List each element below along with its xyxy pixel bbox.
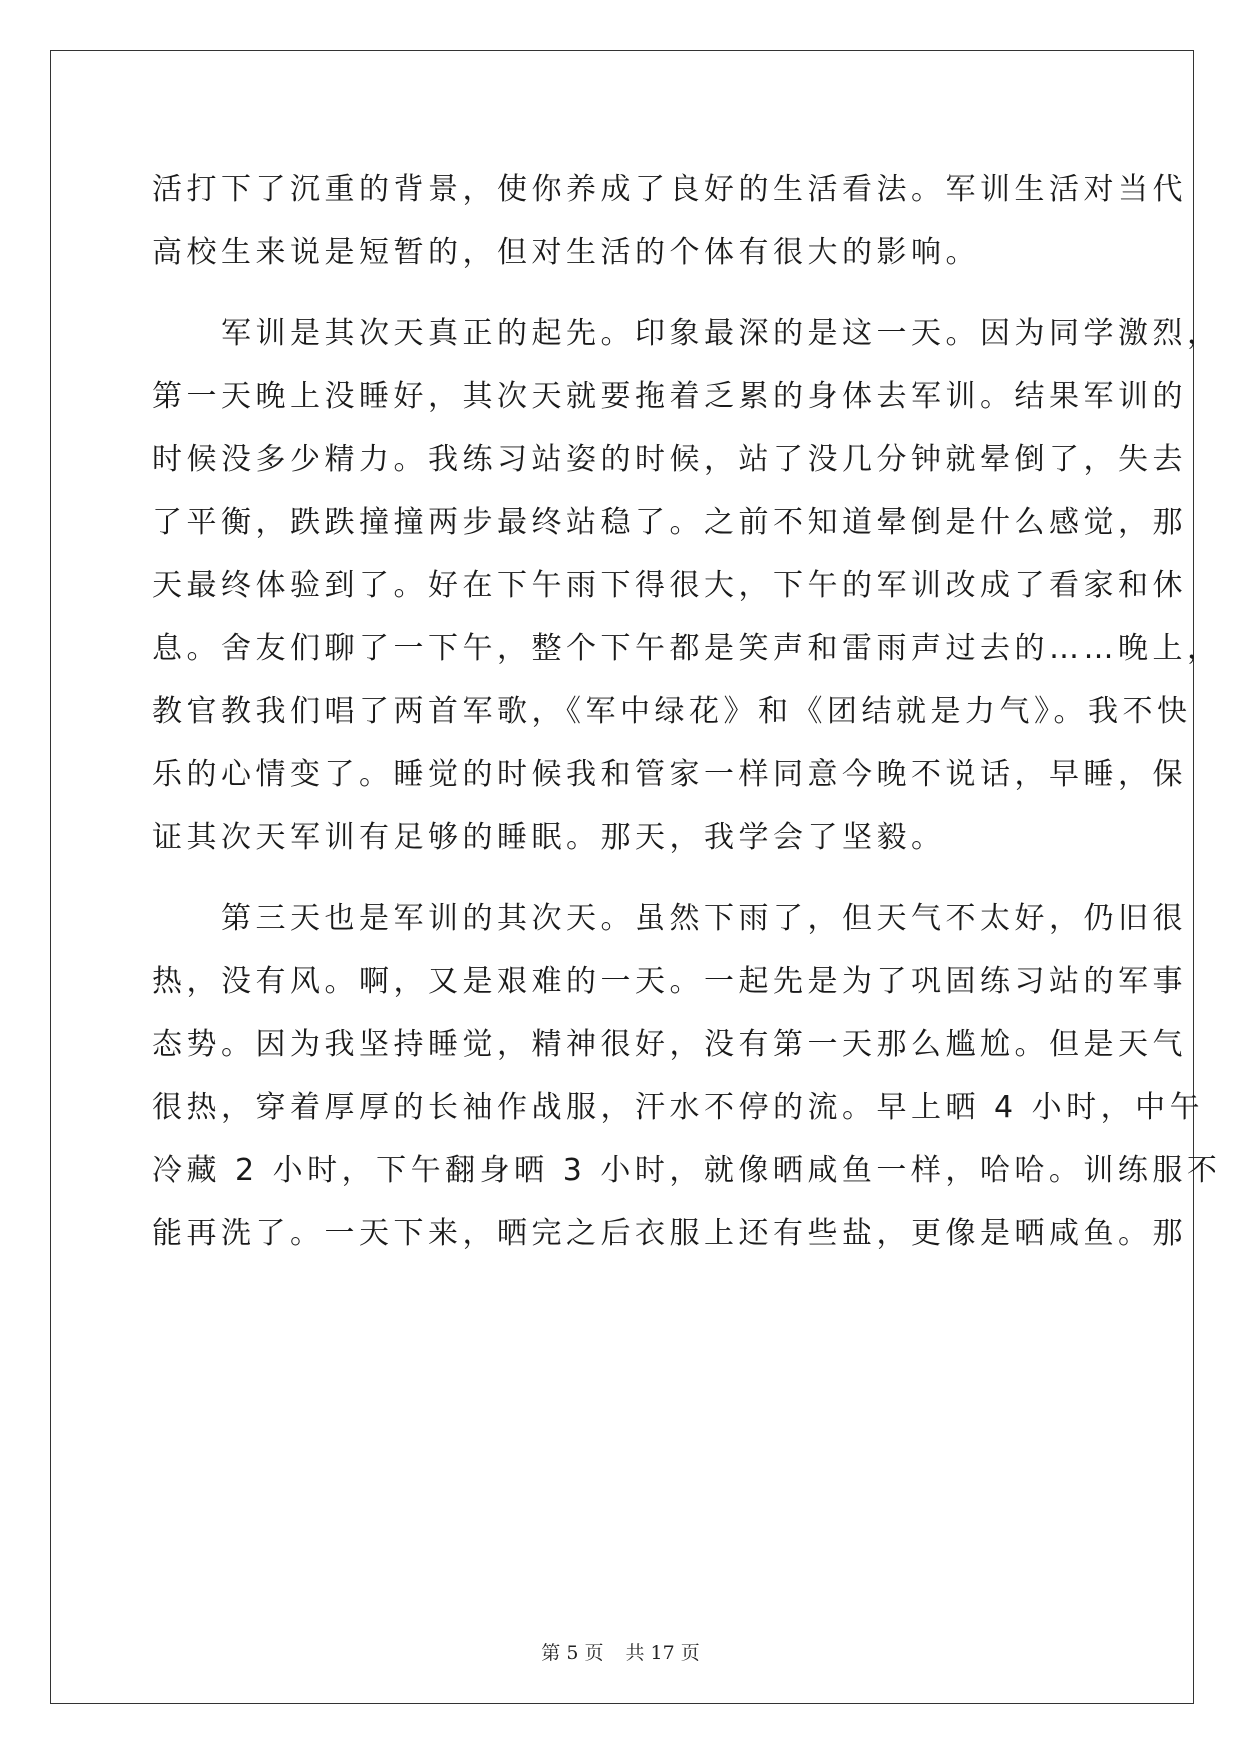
text-line: 教官教我们唱了两首军歌，《军中绿花》和《团结就是力气》。我不快 — [152, 694, 1192, 729]
text-line: 天最终体验到了。好在下午雨下得很大，下午的军训改成了看家和休 — [152, 568, 1187, 603]
text-line: 了平衡，跌跌撞撞两步最终站稳了。之前不知道晕倒是什么感觉，那 — [152, 505, 1187, 540]
text-line: 态势。因为我坚持睡觉，精神很好，没有第一天那么尴尬。但是天气 — [152, 1027, 1187, 1062]
text-line: 证其次天军训有足够的睡眠。那天，我学会了坚毅。 — [152, 820, 946, 855]
text-line: 军训是其次天真正的起先。印象最深的是这一天。因为同学激烈， — [152, 316, 1222, 351]
text-line: 息。舍友们聊了一下午，整个下午都是笑声和雷雨声过去的……晚上， — [152, 631, 1222, 666]
text-line: 能再洗了。一天下来，晒完之后衣服上还有些盐，更像是晒咸鱼。那 — [152, 1216, 1187, 1251]
text-line: 热，没有风。啊，又是艰难的一天。一起先是为了巩固练习站的军事 — [152, 964, 1187, 999]
text-line: 第一天晚上没睡好，其次天就要拖着乏累的身体去军训。结果军训的 — [152, 379, 1187, 414]
text-line: 冷藏 2 小时，下午翻身晒 3 小时，就像晒咸鱼一样，哈哈。训练服不 — [152, 1153, 1222, 1188]
page-footer — [0, 1638, 1241, 1665]
text-line: 活打下了沉重的背景，使你养成了良好的生活看法。军训生活对当代 — [152, 172, 1187, 207]
document-body — [152, 158, 1222, 1265]
text-line: 乐的心情变了。睡觉的时候我和管家一样同意今晚不说话，早睡，保 — [152, 757, 1187, 792]
page-number: 第 5 页 — [541, 1642, 604, 1664]
text-line: 第三天也是军训的其次天。虽然下雨了，但天气不太好，仍旧很 — [152, 901, 1187, 936]
text-line: 高校生来说是短暂的，但对生活的个体有很大的影响。 — [152, 235, 980, 270]
page-total: 共 17 页 — [625, 1642, 700, 1664]
text-line: 时候没多少精力。我练习站姿的时候，站了没几分钟就晕倒了，失去 — [152, 442, 1187, 477]
text-line: 很热，穿着厚厚的长袖作战服，汗水不停的流。早上晒 4 小时，中午 — [152, 1090, 1205, 1125]
